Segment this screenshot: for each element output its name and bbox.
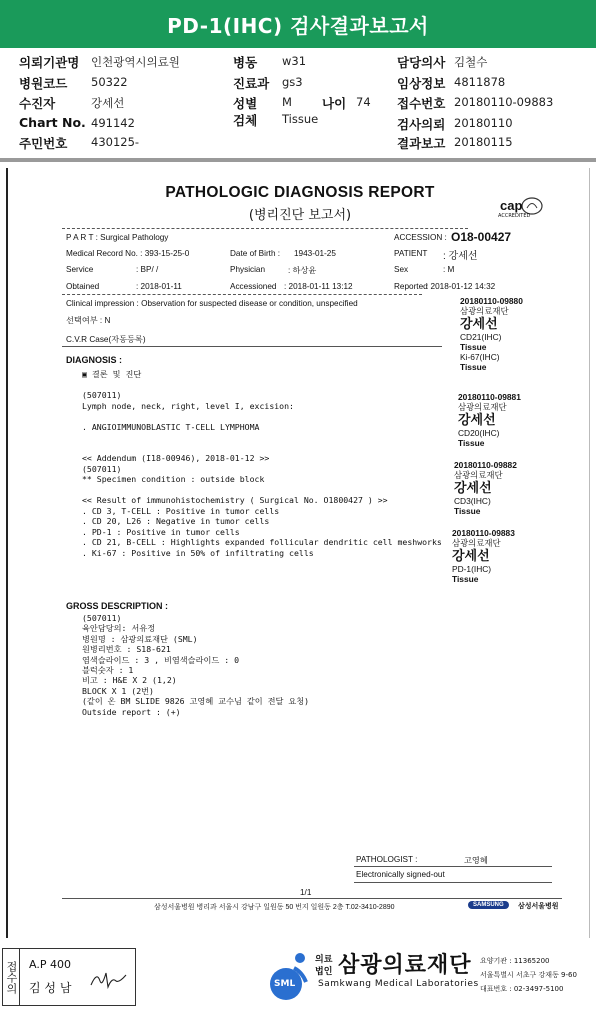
diagnosis-heading: DIAGNOSIS : bbox=[66, 355, 123, 365]
info-label: 병원코드 bbox=[19, 76, 68, 91]
dob-value: 1943-01-25 bbox=[294, 249, 336, 258]
selection-flag: 선택여부 : N bbox=[66, 316, 111, 325]
patient-label: PATIENT bbox=[394, 249, 428, 258]
gross-line: 병원명 : 삼광의료재단 (SML) bbox=[82, 633, 198, 644]
reported-value: : 2018-01-12 14:32 bbox=[426, 282, 496, 291]
info-label: Chart No. bbox=[19, 115, 86, 130]
stamp-test: Ki-67(IHC) bbox=[460, 352, 500, 362]
pathologist-name: 고영혜 bbox=[464, 856, 488, 865]
sml-logo-text: SML bbox=[274, 979, 296, 989]
stamp-test: PD-1(IHC) bbox=[452, 564, 492, 574]
diagnosis-line: . CD 3, T-CELL : Positive in tumor cells bbox=[82, 505, 280, 516]
info-value: 50322 bbox=[91, 75, 128, 89]
gross-line: (507011) bbox=[82, 613, 122, 623]
info-value: Tissue bbox=[282, 112, 319, 126]
cap-logo-sub: ACCREDITED bbox=[498, 213, 531, 219]
diagnosis-line: . CD 20, L26 : Negative in tumor cells bbox=[82, 516, 270, 526]
samsung-hospital-name: 삼성서울병원 bbox=[518, 902, 559, 910]
cvr-case: C.V.R Case(자동등록) bbox=[66, 335, 146, 344]
stamp-name: 강세선 bbox=[452, 548, 490, 563]
reported-label: Reported bbox=[394, 282, 428, 291]
stamp-org: 삼광의료재단 bbox=[460, 306, 509, 316]
specimen-stamp bbox=[460, 296, 523, 372]
org-prefix: 의료 bbox=[315, 955, 333, 965]
service-value: : BP/ / bbox=[136, 265, 159, 274]
diagnosis-line: . Ki-67 : Positive in 50% of infiltrating cells bbox=[82, 547, 314, 558]
part-field: P A R T : Surgical Pathology bbox=[66, 233, 169, 242]
stamp-name: 강세선 bbox=[454, 480, 492, 495]
org-prefix: 법인 bbox=[315, 967, 333, 977]
signature-icon bbox=[89, 967, 129, 991]
gross-line: 원병리번호 : S18-621 bbox=[82, 644, 171, 655]
info-label: 나이 bbox=[322, 96, 347, 111]
info-label: 검사의뢰 bbox=[397, 117, 446, 132]
gross-heading: GROSS DESCRIPTION : bbox=[66, 601, 169, 611]
report-subheading: (병리진단 보고서) bbox=[248, 208, 352, 223]
info-label: 주민번호 bbox=[19, 136, 68, 151]
physician-label: Physician bbox=[230, 265, 266, 274]
info-label: 의뢰기관명 bbox=[19, 55, 80, 70]
esign-note: Electronically signed-out bbox=[356, 870, 445, 879]
info-value: 430125- bbox=[91, 135, 140, 149]
stamp-test: CD21(IHC) bbox=[460, 332, 502, 342]
stamp-name: 강세선 bbox=[460, 316, 498, 331]
diagnosis-line: (507011) bbox=[82, 390, 122, 400]
diagnosis-line: . ANGIOIMMUNOBLASTIC T-CELL LYMPHOMA bbox=[82, 421, 260, 432]
stamp-test: CD3(IHC) bbox=[454, 496, 491, 506]
gross-line: Outside report : (+) bbox=[82, 706, 181, 717]
info-label: 진료과 bbox=[233, 76, 270, 91]
section-divider bbox=[0, 158, 596, 162]
info-value: w31 bbox=[282, 54, 307, 68]
gross-line: (같이 온 BM SLIDE 9826 고영혜 교수님 같이 전달 요청) bbox=[82, 696, 310, 707]
accession-value: O18-00427 bbox=[451, 230, 512, 244]
dob-label: Date of Birth : bbox=[230, 249, 281, 258]
sex-label: Sex bbox=[394, 265, 409, 274]
stamp-code: A.P 400 bbox=[29, 958, 71, 971]
stamp-side-label: 접수의 bbox=[3, 949, 20, 1005]
service-label: Service bbox=[66, 265, 94, 274]
stamp-name: 김 성 남 bbox=[29, 981, 72, 995]
info-value: 20180110 bbox=[454, 116, 513, 130]
diagnosis-line: . CD 21, B-CELL : Highlights expanded follicular dendritic cell meshworks bbox=[82, 537, 442, 547]
stamp-org: 삼광의료재단 bbox=[452, 538, 501, 548]
info-label: 검체 bbox=[233, 113, 258, 128]
diagnosis-line bbox=[82, 443, 442, 454]
stamp-specimen: Tissue bbox=[452, 574, 479, 584]
gross-line: BLOCK X 1 (2번) bbox=[82, 685, 154, 696]
specimen-stamp bbox=[452, 528, 515, 584]
contact-code: 요양기관 : 11365200 bbox=[480, 957, 550, 965]
specimen-stamp bbox=[454, 460, 517, 516]
patient-value: : 강세선 bbox=[443, 251, 478, 262]
info-value: 김철수 bbox=[454, 55, 488, 69]
report-title: PD-1(IHC) 검사결과보고서 bbox=[167, 13, 429, 38]
obtained-value: : 2018-01-11 bbox=[136, 282, 182, 291]
physician-value: : 하상윤 bbox=[288, 266, 317, 275]
info-label: 성별 bbox=[233, 96, 258, 111]
diagnosis-line: (507011) bbox=[82, 463, 122, 474]
diagnosis-line: ** Specimen condition : outside block bbox=[82, 474, 265, 484]
patient-info-block bbox=[0, 48, 596, 158]
accessioned-value: : 2018-01-11 13:12 bbox=[284, 282, 353, 291]
clinical-impression: Clinical impression : Observation for suspected disease or condition, unspecified bbox=[66, 299, 358, 308]
contact-address: 서울특별시 서초구 강재동 9-60 bbox=[480, 971, 577, 979]
report-heading: PATHOLOGIC DIAGNOSIS REPORT bbox=[165, 184, 435, 201]
rule bbox=[354, 866, 552, 867]
stamp-specimen: Tissue bbox=[460, 362, 487, 372]
sex-value: : M bbox=[443, 265, 455, 274]
stamp-test: CD20(IHC) bbox=[458, 428, 500, 438]
stamp-id: 20180110-09883 bbox=[452, 528, 515, 538]
medical-record: Medical Record No. : 393-15-25-0 bbox=[66, 249, 190, 258]
stamp-org: 삼광의료재단 bbox=[454, 470, 503, 480]
info-value: 491142 bbox=[91, 116, 135, 130]
diagnosis-body bbox=[82, 369, 442, 558]
cap-logo-text: cap bbox=[500, 198, 523, 213]
diagnosis-line bbox=[82, 380, 442, 391]
diagnosis-line bbox=[82, 411, 442, 422]
diagnosis-line: . PD-1 : Positive in tumor cells bbox=[82, 526, 240, 537]
gross-line: 육안담당의: 서유정 bbox=[82, 623, 156, 634]
stamp-specimen: Tissue bbox=[460, 342, 487, 352]
diagnosis-line: ▣ 결론 및 진단 bbox=[82, 369, 142, 379]
samsung-logo: SAMSUNG bbox=[468, 901, 509, 909]
specimen-stamp bbox=[458, 392, 521, 448]
info-value: 74 bbox=[356, 95, 371, 109]
stamp-specimen: Tissue bbox=[454, 506, 481, 516]
pathologist-label: PATHOLOGIST : bbox=[356, 855, 418, 864]
rule bbox=[62, 228, 468, 229]
info-label: 담당의사 bbox=[397, 55, 446, 70]
info-value: 인천광역시의료원 bbox=[91, 55, 180, 69]
reception-stamp bbox=[2, 948, 136, 1006]
diagnosis-line: << Addendum (I18-00946), 2018-01-12 >> bbox=[82, 453, 270, 463]
info-value: 강세선 bbox=[91, 96, 125, 110]
org-name: 삼광의료재단 bbox=[338, 953, 472, 978]
stamp-id: 20180110-09880 bbox=[460, 296, 523, 306]
info-value: M bbox=[282, 95, 292, 109]
diagnosis-line bbox=[82, 485, 442, 496]
info-label: 병동 bbox=[233, 55, 258, 70]
rule bbox=[354, 882, 552, 883]
accessioned-label: Accessioned bbox=[230, 282, 277, 291]
info-value: 4811878 bbox=[454, 75, 506, 89]
hospital-footer: 삼성서울병원 병리과 서울시 강남구 일원동 50 번지 일원동 2층 T.02-3410-2890 bbox=[154, 904, 395, 911]
rule bbox=[62, 898, 562, 899]
gross-line: 블럭숫자 : 1 bbox=[82, 665, 134, 676]
contact-phone: 대표번호 : 02-3497-5100 bbox=[480, 985, 564, 993]
gross-line: 염색슬라이드 : 3 , 비염색슬라이드 : 0 bbox=[82, 654, 240, 665]
org-english-name: Samkwang Medical Laboratories bbox=[318, 979, 479, 989]
diagnosis-line bbox=[82, 432, 442, 443]
info-label: 수진자 bbox=[19, 96, 56, 111]
rule bbox=[62, 346, 442, 347]
obtained-label: Obtained bbox=[66, 282, 100, 291]
stamp-specimen: Tissue bbox=[458, 438, 485, 448]
info-value: 20180115 bbox=[454, 135, 513, 149]
diagnosis-line: Lymph node, neck, right, level I, excision: bbox=[82, 400, 294, 411]
accession-label: ACCESSION : bbox=[394, 233, 447, 242]
info-value: 20180110-09883 bbox=[454, 95, 554, 109]
diagnosis-line: << Result of immunohistochemistry ( Surgical No. O1800427 ) >> bbox=[82, 495, 388, 505]
gross-line: 비고 : H&E X 2 (1,2) bbox=[82, 675, 177, 686]
info-label: 접수번호 bbox=[397, 96, 446, 111]
report-title-bar bbox=[0, 0, 596, 48]
info-value: gs3 bbox=[282, 75, 303, 89]
stamp-name: 강세선 bbox=[458, 412, 496, 427]
page-number: 1/1 bbox=[300, 888, 312, 897]
stamp-org: 삼광의료재단 bbox=[458, 402, 507, 412]
stamp-id: 20180110-09881 bbox=[458, 392, 521, 402]
scanned-report bbox=[6, 168, 590, 938]
gross-body bbox=[82, 613, 309, 717]
rule bbox=[62, 294, 422, 295]
info-label: 임상정보 bbox=[397, 76, 446, 91]
stamp-id: 20180110-09882 bbox=[454, 460, 517, 470]
info-label: 결과보고 bbox=[397, 136, 446, 151]
cap-logo bbox=[496, 196, 544, 220]
